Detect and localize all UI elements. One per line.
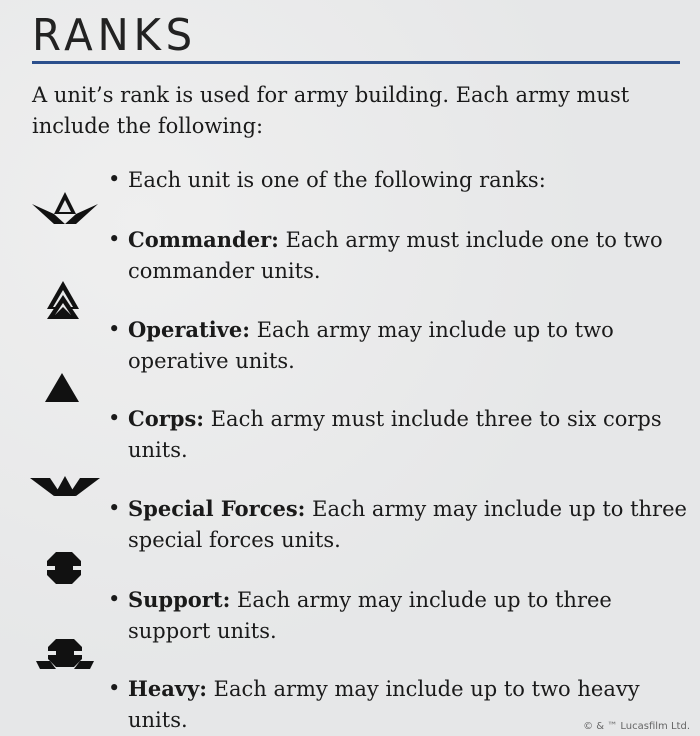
list-item-support [108, 584, 688, 647]
bullet-text: Each unit is one of the following ranks: [128, 168, 546, 192]
corps-rank-icon [44, 373, 80, 403]
bullet-text: Each army may include up to three support units. [128, 588, 612, 643]
bullet-text: Each army may include up to three special forces units. [128, 497, 687, 552]
page-title: RANKS [32, 10, 197, 61]
bullet-dot: • [108, 496, 121, 520]
list-item-corps [108, 403, 688, 466]
list-item [108, 164, 688, 196]
bullet-dot: • [108, 317, 121, 341]
bullet-dot: • [108, 167, 121, 191]
bullet-dot: • [108, 227, 121, 251]
list-item-commander [108, 224, 688, 287]
heavy-rank-icon [36, 639, 94, 671]
bullet-term: Special Forces: [128, 496, 306, 521]
list-item-operative [108, 314, 688, 377]
support-rank-icon [47, 552, 81, 584]
copyright-footer: © & ™ Lucasfilm Ltd. [583, 721, 690, 732]
bullet-dot: • [108, 587, 121, 611]
bullet-term: Commander: [128, 227, 279, 252]
intro-text: A unit’s rank is used for army building. Each army must include the following: [32, 83, 630, 138]
special-forces-rank-icon [30, 476, 100, 498]
bullet-dot: • [108, 676, 121, 700]
bullet-text: Each army may include up to two operative units. [128, 318, 614, 373]
commander-rank-icon [32, 190, 98, 226]
operative-rank-icon [45, 281, 81, 319]
bullet-term: Operative: [128, 317, 251, 342]
bullet-text: Each army must include three to six corps units. [128, 407, 662, 462]
bullet-text: Each army may include up to two heavy units. [128, 677, 640, 732]
bullet-dot: • [108, 406, 121, 430]
bullet-term: Support: [128, 587, 231, 612]
title-rule [32, 61, 680, 64]
bullet-text: Each army must include one to two commander units. [128, 228, 663, 283]
bullet-term: Corps: [128, 406, 205, 431]
list-item-special-forces [108, 493, 688, 556]
bullet-term: Heavy: [128, 676, 207, 701]
